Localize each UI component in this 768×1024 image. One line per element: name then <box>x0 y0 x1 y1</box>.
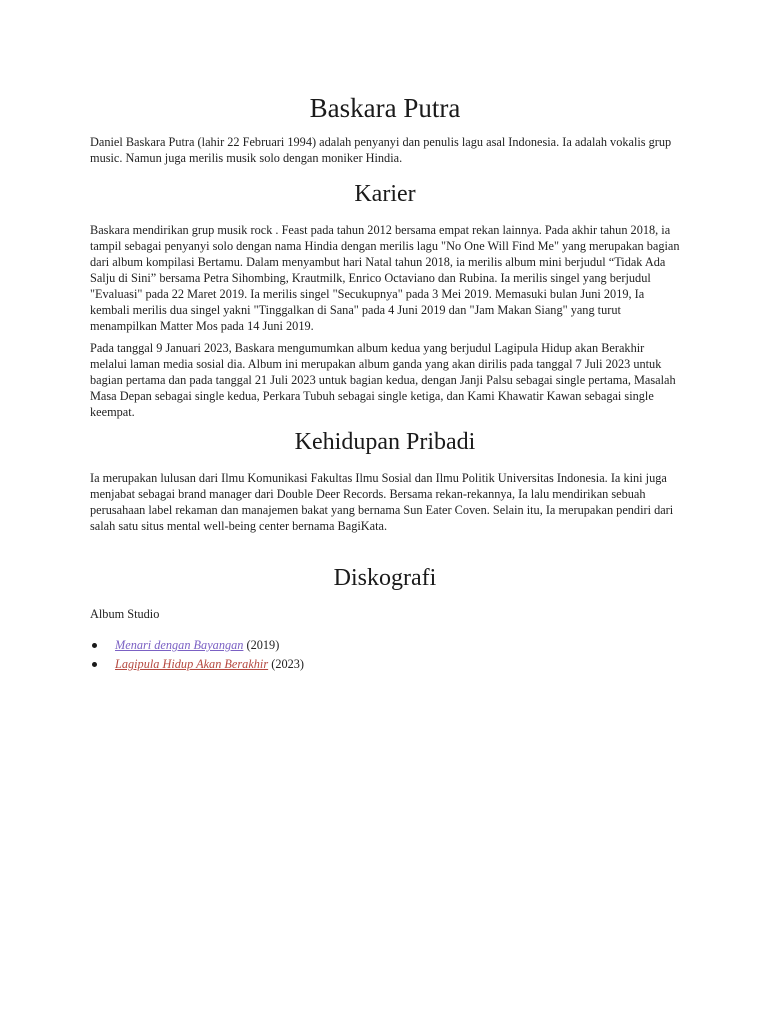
album-year: (2023) <box>271 657 305 671</box>
karier-paragraph-2: Pada tanggal 9 Januari 2023, Baskara mengumumkan album kedua yang berjudul Lagipula Hidup akan Berakhir melalui laman media sosial dia. Album ini merupakan album ganda yang akan dirilis pada tanggal 7 Juli 2023 untuk bagian pertama dan pada tanggal 21 Juli 2023 untuk bagian kedua, dengan Janji Palsu sebagai single pertama, Masalah Masa Depan sebagai single kedua, Perkara Tubuh sebagai single ketiga, dan Kami Khawatir Kawan sebagai single keempat. <box>90 341 676 419</box>
album-studio-label: Album Studio <box>90 607 160 621</box>
section-heading-pribadi: Kehidupan Pribadi <box>294 429 476 455</box>
page-title: Baskara Putra <box>309 93 461 123</box>
list-item <box>90 636 680 655</box>
album-year: (2019) <box>246 638 280 652</box>
list-item <box>90 655 680 674</box>
bullet-icon <box>92 643 97 648</box>
bullet-icon <box>92 662 97 667</box>
section-heading-diskografi: Diskografi <box>333 565 437 591</box>
album-list <box>90 636 680 674</box>
karier-paragraph-1: Baskara mendirikan grup musik rock . Feast pada tahun 2012 bersama empat rekan lainnya. Pada akhir tahun 2018, ia tampil sebagai penyanyi solo dengan nama Hindia dengan merilis lagu "No One Will Find Me" yang merupakan bagian dari album kompilasi Bertamu. Dalam menyambut hari Natal tahun 2018, ia merilis album mini berjudul “Tidak Ada Salju di Sini” bersama Petra Sihombing, Krautmilk, Enrico Octaviano dan Rubina. Ia merilis singel yang berjudul "Evaluasi" pada 22 Maret 2019. Ia merilis singel "Secukupnya" pada 3 Mei 2019. Memasuki bulan Juni 2019, Ia kembali merilis dua singel yakni "Tinggalkan di Sana" pada 4 Juni 2019 dan "Jam Makan Siang" yang turut menampilkan Matter Mos pada 14 Juni 2019. <box>90 223 680 333</box>
document-page <box>90 88 680 674</box>
album-link-lagipula-hidup-akan-berakhir[interactable]: Lagipula Hidup Akan Berakhir <box>115 657 269 671</box>
section-heading-karier: Karier <box>354 181 416 207</box>
album-link-menari-dengan-bayangan[interactable]: Menari dengan Bayangan <box>115 638 244 652</box>
intro-paragraph: Daniel Baskara Putra (lahir 22 Februari 1994) adalah penyanyi dan penulis lagu asal Indonesia. Ia adalah vokalis grup music. Namun juga merilis musik solo dengan moniker Hindia. <box>90 135 672 165</box>
pribadi-paragraph: Ia merupakan lulusan dari Ilmu Komunikasi Fakultas Ilmu Sosial dan Ilmu Politik Universitas Indonesia. Ia kini juga menjabat sebagai brand manager dari Double Deer Records. Bersama rekan-rekannya, Ia lalu mendirikan sebuah perusahaan label rekaman dan manajemen bakat yang bernama Sun Eater Coven. Selain itu, Ia merupakan pendiri dari salah satu situs mental well-being center bernama BagiKata. <box>90 471 674 533</box>
